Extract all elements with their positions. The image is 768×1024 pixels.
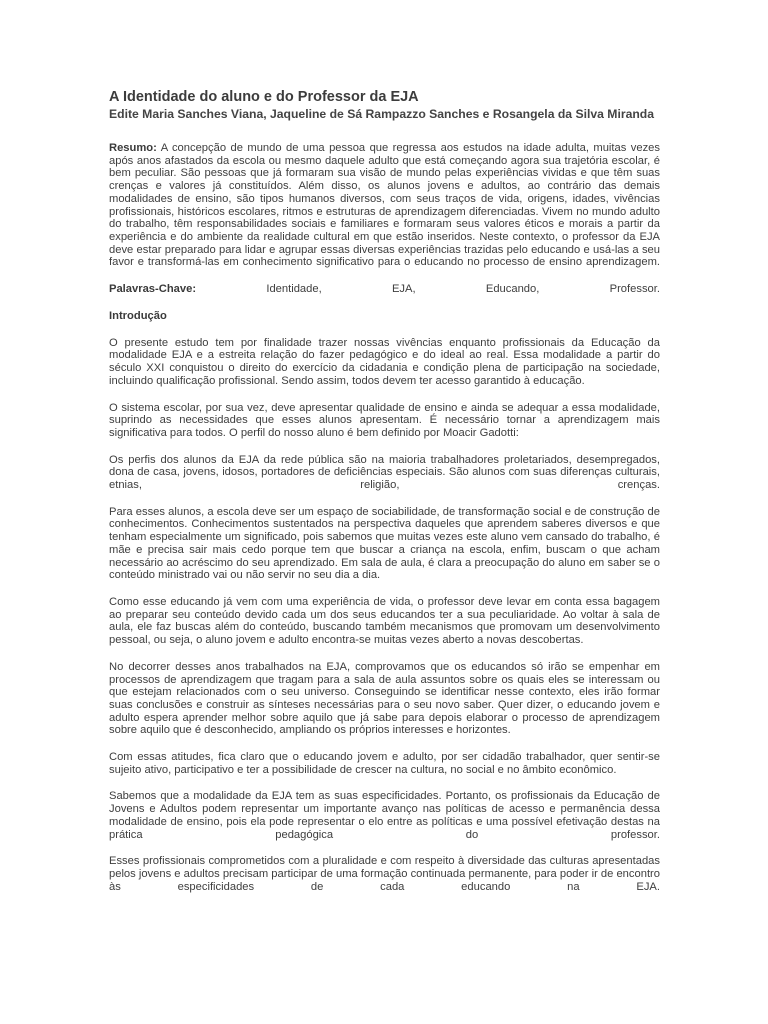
intro-heading: Introdução: [109, 309, 167, 322]
body-paragraph: Sabemos que a modalidade da EJA tem as suas especificidades. Portanto, os profissionais da Educação de Jovens e Adultos podem representar um importante avanço nas políticas de acesso e permanência dessa modalidade de ensino, pois ela pode representar o elo entre as políticas e uma possível efetivação destas na prática pedagógica do professor.: [109, 790, 660, 841]
body-paragraph: Como esse educando já vem com uma experiência de vida, o professor deve levar em conta essa bagagem ao preparar seu conteúdo devido cada um dos seus educandos ter a sua peculiaridade. Ao voltar à sala de aula, ele faz buscas além do conteúdo, buscando também mecanismos que promovam um desenvolvimento pessoal, ou seja, o aluno jovem e adulto encontra-se muitas vezes aberto a novas descobertas.: [109, 595, 660, 647]
abstract-label: Resumo:: [109, 142, 157, 154]
body-paragraph: Para esses alunos, a escola deve ser um espaço de sociabilidade, de transformação social e de construção de conhecimentos. Conhecimentos sustentados na perspectiva daqueles que aprendem saberes diversos e que tenham especialmente um significado, pois sabemos que muitas vezes este aluno vem cansado do trabalho, é mãe e precisa sair mais cedo porque tem que buscar a criança na escola, enfim, buscam o que acham necessário ao acréscimo do seu aprendizado. Em sala de aula, é clara a preocupação do aluno em saber se o conteúdo ministrado vai ou não servir no seu dia a dia.: [109, 505, 660, 582]
abstract-paragraph: [109, 142, 660, 269]
keywords-label: Palavras-Chave:: [109, 283, 197, 296]
keywords-paragraph: [109, 283, 660, 296]
keywords-text: Identidade, EJA, Educando, Professor.: [266, 283, 660, 296]
abstract-text: A concepção de mundo de uma pessoa que regressa aos estudos na idade adulta, muitas vezes após anos afastados da escola ou mesmo daquele adulto que está começando agora sua trajetória escolar, é bem peculiar. São pessoas que já formaram sua visão de mundo pelas experiências vividas e que têm suas crenças e valores já constituídos. Além disso, os alunos jovens e adultos, ao contrário das demais modalidades de ensino, são tipos humanos diversos, com seus traços de vida, origens, idades, vivências profissionais, históricos escolares, ritmos e estruturas de aprendizagem diferenciadas. Vivem no mundo adulto do trabalho, têm responsabilidades sociais e familiares e formaram seus valores éticos e morais a partir da experiência e do ambiente da realidade cultural em que estão inseridos. Neste contexto, o professor da EJA deve estar preparado para lidar e agrupar essas diversas experiências trazidas pelo educando e usá-las a seu favor e transformá-las em conhecimento significativo para o educando no processo de ensino aprendizagem.: [109, 142, 660, 269]
document-body: [109, 142, 660, 893]
body-paragraph: O presente estudo tem por finalidade trazer nossas vivências enquanto profissionais da Educação da modalidade EJA e a estreita relação do fazer pedagógico e do ideal ao real. Essa modalidade a partir do século XXI conquistou o direito do exercício da cidadania e condição plena de participação na sociedade, incluindo qualificação profissional. Sendo assim, todos devem ter acesso garantido à educação.: [109, 336, 660, 387]
body-paragraph: Esses profissionais comprometidos com a pluralidade e com respeito à diversidade das culturas apresentadas pelos jovens e adultos precisam participar de uma formação continuada permanente, para poder ir de encontro às especificidades de cada educando na EJA.: [109, 855, 660, 893]
body-paragraph: O sistema escolar, por sua vez, deve apresentar qualidade de ensino e ainda se adequar a essa modalidade, suprindo as necessidades que esses alunos apresentam. É necessário tornar a aprendizagem mais significativa para todos. O perfil do nosso aluno é bem definido por Moacir Gadotti:: [109, 401, 660, 439]
body-paragraph: No decorrer desses anos trabalhados na EJA, comprovamos que os educandos só irão se empenhar em processos de aprendizagem que tragam para a sala de aula assuntos sobre os quais eles se interessam ou que estejam relacionados com o seu universo. Conseguindo se identificar nesse contexto, eles irão formar suas conclusões e construir as sínteses necessárias para o seu novo saber. Quer dizer, o educando jovem e adulto espera aprender melhor sobre aquilo que já sabe para depois elaborar o processo de aprendizagem sobre aquilo que é desconhecido, ampliando os próprios interesses e horizontes.: [109, 660, 660, 737]
quote-paragraph: Os perfis dos alunos da EJA da rede pública são na maioria trabalhadores proletariados, desempregados, dona de casa, jovens, idosos, portadores de deficiências especiais. São alunos com suas diferenças culturais, etnias, religião, crenças.: [109, 453, 660, 492]
document-authors: Edite Maria Sanches Viana, Jaqueline de Sá Rampazzo Sanches e Rosangela da Silva Miranda: [109, 107, 655, 121]
body-paragraph: Com essas atitudes, fica claro que o educando jovem e adulto, por ser cidadão trabalhador, quer sentir-se sujeito ativo, participativo e ter a possibilidade de crescer na cultura, no social e no âmbito econômico.: [109, 751, 660, 776]
document-title: A Identidade do aluno e do Professor da EJA: [109, 89, 419, 105]
